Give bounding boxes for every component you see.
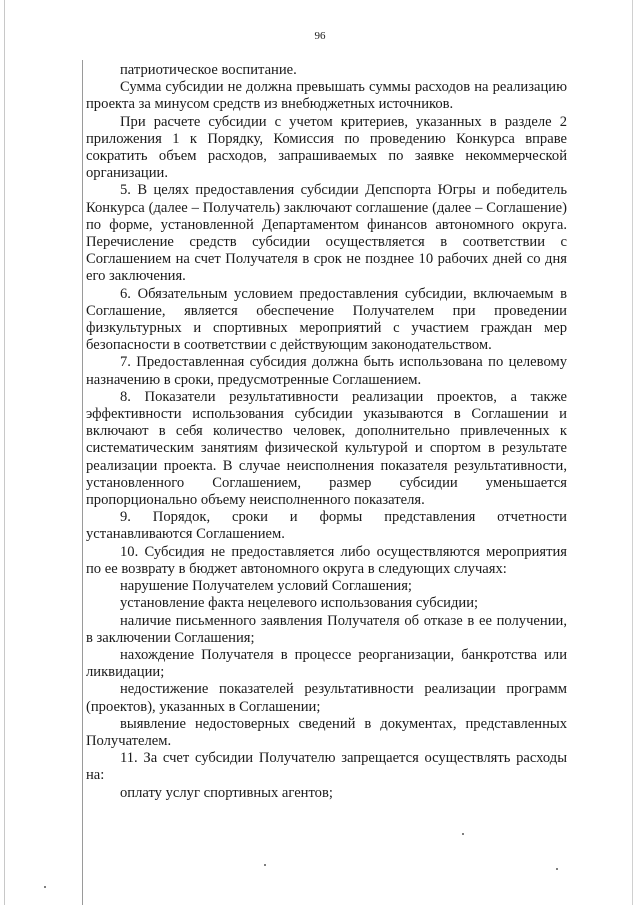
paragraph: нахождение Получателя в процессе реорганизации, банкротства или ликвидации; (86, 646, 567, 681)
page-number: 96 (314, 30, 326, 42)
scan-speck (264, 864, 266, 866)
paragraph: 11. За счет субсидии Получателю запрещается осуществлять расходы на: (86, 750, 567, 784)
paragraph: При расчете субсидии с учетом критериев, указанных в разделе 2 приложения 1 к Порядку, Комиссия по проведению Конкурса вправе сократить объем расходов, запрашиваемых по заявке некоммерческой организации. (86, 113, 567, 182)
scan-edge-left (4, 0, 5, 905)
paragraph: 7. Предоставленная субсидия должна быть использована по целевому назначению в сроки, предусмотренные Соглашением. (86, 354, 567, 388)
scan-edge-right (632, 0, 633, 905)
paragraph: оплату услуг спортивных агентов; (120, 784, 333, 801)
paragraph: 6. Обязательным условием предоставления субсидии, включаемым в Соглашение, является обеспечение Получателем при проведении физкультурных и спортивных мероприятий с участием граждан мер безопасности в соответствии с действующим законодательством. (86, 285, 567, 354)
paragraph: 10. Субсидия не предоставляется либо осуществляются мероприятия по ее возврату в бюджет автономного округа в следующих случаях: (86, 543, 567, 577)
paragraph: недостижение показателей результативности реализации программ (проектов), указанных в Соглашении; (86, 681, 567, 715)
paragraph: установление факта нецелевого использования субсидии; (120, 595, 479, 612)
paragraph: патриотическое воспитание. (120, 62, 297, 78)
paragraph: Сумма субсидии не должна превышать суммы расходов на реализацию проекта за минусом средств из внебюджетных источников. (86, 79, 567, 113)
document-body (86, 62, 567, 802)
scan-speck (556, 868, 558, 870)
paragraph: 5. В целях предоставления субсидии Депспорта Югры и победитель Конкурса (далее – Получатель) заключают соглашение (далее – Соглашение) по форме, установленной Департаментом финансов автономного округа. Перечисление средств субсидии осуществляется в соответствии с Соглашением на счет Получателя в срок не позднее 10 рабочих дней со дня его заключения. (86, 182, 567, 285)
paragraph: нарушение Получателем условий Соглашения; (120, 578, 412, 595)
paragraph: наличие письменного заявления Получателя об отказе в ее получении, в заключении Соглашения; (86, 612, 567, 646)
scan-speck (462, 833, 464, 835)
paragraph: 9. Порядок, сроки и формы представления отчетности устанавливаются Соглашением. (86, 509, 567, 543)
paragraph: 8. Показатели результативности реализации проектов, а также эффективности использования субсидии указываются в Соглашении и включают в себя количество человек, дополнительно привлеченных к систематическим занятиям физической культурой и спортом в результате реализации проекта. В случае неисполнения показателя результативности, установленного Соглашением, размер субсидии уменьшается пропорционально объему неисполненного показателя. (86, 388, 567, 509)
margin-line (82, 60, 83, 905)
scan-speck (44, 886, 46, 888)
paragraph: выявление недостоверных сведений в документах, представленных Получателем. (86, 715, 567, 749)
